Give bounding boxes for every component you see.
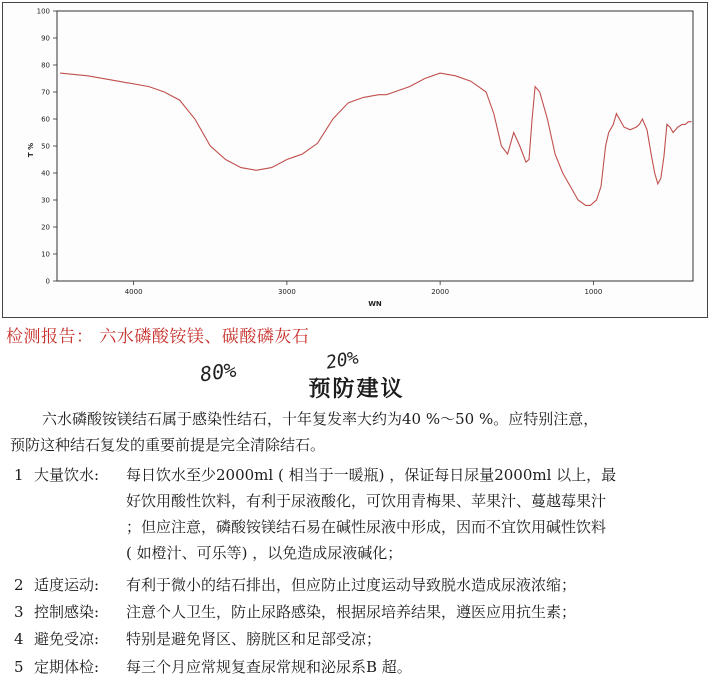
advice-item-5 [14, 654, 706, 680]
item-number: 5 [14, 658, 24, 676]
item-label: 定期体检: [34, 658, 100, 676]
plot-area [57, 11, 693, 281]
advice-heading: 预防建议 [308, 377, 405, 402]
item-text-line: 注意个人卫生，防止尿路感染，根据尿培养结果，遵医应用抗生素； [126, 603, 577, 621]
item-number: 4 [14, 630, 24, 648]
x-axis-label: WN [368, 300, 382, 308]
x-tick-label: 4000 [124, 288, 143, 296]
item-number: 2 [14, 576, 24, 594]
report-title: 检测报告： 六水磷酸铵镁、碳酸磷灰石 [6, 327, 310, 347]
item-body [126, 626, 706, 652]
handwritten-note-2: 20% [324, 347, 361, 374]
intro-line: 预防这种结石复发的重要前提是完全清除结石。 [10, 436, 326, 454]
advice-item-4 [14, 626, 706, 652]
item-label: 适度运动: [34, 576, 100, 594]
item-label: 控制感染: [34, 603, 100, 621]
item-label: 大量饮水: [34, 466, 100, 484]
item-text-line: 特别是避免肾区、膀胱区和足部受凉； [126, 630, 382, 648]
y-tick-label: 90 [41, 34, 50, 43]
y-tick-label: 30 [41, 196, 50, 205]
item-number: 1 [14, 466, 24, 484]
advice-item-2 [14, 572, 706, 598]
y-tick-label: 10 [41, 250, 50, 259]
item-body [126, 654, 706, 680]
item-body [126, 572, 706, 598]
item-text-line: ；但应注意，磷酸铵镁结石易在碱性尿液中形成，因而不宜饮用碱性饮料 [126, 518, 607, 536]
item-body [126, 599, 706, 625]
x-tick-label: 2000 [431, 288, 450, 296]
y-tick-label: 100 [36, 7, 50, 16]
y-axis-label: T % [27, 142, 35, 158]
y-tick-label: 40 [41, 169, 50, 178]
ir-spectrum-panel [2, 2, 708, 318]
item-body [126, 462, 706, 566]
ir-spectrum-chart [3, 3, 707, 317]
advice-item-1 [14, 462, 706, 566]
item-text-line: 每日饮水至少2000ml ( 相当于一暖瓶) ，保证每日尿量2000ml 以上，最 [126, 466, 617, 484]
item-text-line: 好饮用酸性饮料，有利于尿液酸化，可饮用青梅果、苹果汁、蔓越莓果汁 [126, 492, 607, 510]
item-text-line: 有利于微小的结石排出，但应防止过度运动导致脱水造成尿液浓缩； [126, 576, 577, 594]
item-text-line: 每三个月应常规复查尿常规和泌尿系B 超。 [126, 658, 412, 676]
x-tick-label: 3000 [277, 288, 296, 296]
item-number: 3 [14, 603, 24, 621]
advice-intro [10, 406, 708, 458]
x-tick-label: 1000 [584, 288, 603, 296]
y-tick-label: 50 [41, 142, 50, 151]
handwritten-note-1: 80% [198, 357, 238, 387]
y-tick-label: 60 [41, 115, 50, 124]
intro-line: 六水磷酸铵镁结石属于感染性结石，十年复发率大约为40 %～50 %。应特别注意， [42, 410, 599, 428]
y-tick-label: 0 [45, 277, 50, 286]
item-text-line: ( 如橙汁、可乐等) ，以免造成尿液碱化； [126, 544, 403, 562]
advice-item-3 [14, 599, 706, 625]
y-tick-label: 20 [41, 223, 50, 232]
transmittance-line [60, 73, 691, 205]
y-tick-label: 70 [41, 88, 50, 97]
y-tick-label: 80 [41, 61, 50, 70]
item-label: 避免受凉: [34, 630, 100, 648]
